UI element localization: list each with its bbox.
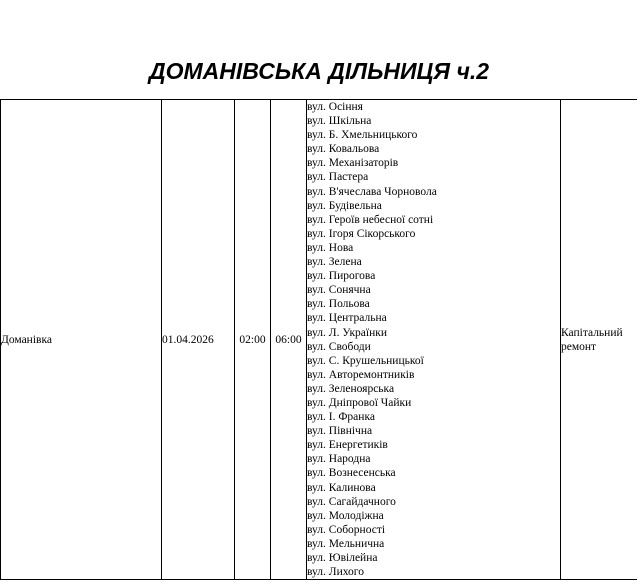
street-item: вул. Пирогова [307, 270, 376, 283]
street-item: вул. Енергетиків [307, 439, 388, 452]
street-item: вул. Соборності [307, 523, 386, 536]
street-item: вул. Зелена [307, 256, 362, 269]
street-item: вул. Пастера [307, 171, 369, 184]
time-from-cell: 02:00 [235, 100, 271, 580]
street-item: вул. В'ячеслава Чорновола [307, 185, 437, 198]
page-title: ДОМАНІВСЬКА ДІЛЬНИЦЯ ч.2 [148, 58, 490, 84]
street-item: вул. Героїв небесної сотні [307, 213, 434, 226]
street-item: вул. Молодіжна [307, 509, 384, 522]
street-item: вул. Ковальова [307, 143, 380, 156]
street-item: вул. Північна [307, 425, 373, 438]
street-item: вул. Будівельна [307, 199, 382, 212]
streets-cell [307, 100, 561, 580]
street-item: вул. Дніпрової Чайки [307, 396, 412, 409]
street-item: вул. Лихого [307, 566, 364, 579]
street-item: вул. Сагайдачного [307, 495, 396, 508]
street-item: вул. Л. Українки [307, 326, 387, 339]
locality-cell: Доманівка [1, 100, 162, 580]
street-item: вул. Б. Хмельницького [307, 129, 418, 142]
street-item: вул. Народна [307, 453, 371, 466]
street-item: вул. С. Крушельницької [307, 354, 424, 367]
street-item: вул. Сонячна [307, 284, 371, 297]
date-cell: 01.04.2026 [162, 100, 235, 580]
street-item: вул. Нова [307, 241, 354, 254]
reason-cell: Капітальний ремонт [561, 100, 638, 580]
street-item: вул. Свободи [307, 340, 371, 353]
street-item: вул. Зеленоярська [307, 382, 395, 395]
street-item: вул. Вознесенська [307, 467, 396, 480]
street-item: вул. Ігоря Сікорського [307, 227, 416, 240]
street-item: вул. Ювілейна [307, 552, 378, 564]
street-item: вул. Механізаторів [307, 157, 399, 170]
street-item: вул. Польова [307, 298, 370, 311]
street-item: вул. Центральна [307, 312, 387, 325]
street-list [307, 100, 560, 579]
street-item: вул. І. Франка [307, 411, 375, 424]
table-row [1, 100, 638, 580]
street-item: вул. Калинова [307, 481, 376, 494]
street-item: вул. Шкільна [307, 115, 372, 128]
street-item: вул. Осіння [307, 101, 363, 113]
time-to-cell: 06:00 [271, 100, 307, 580]
street-item: вул. Мельнична [307, 537, 385, 550]
outage-schedule-table [0, 99, 638, 580]
street-item: вул. Авторемонтників [307, 368, 415, 381]
